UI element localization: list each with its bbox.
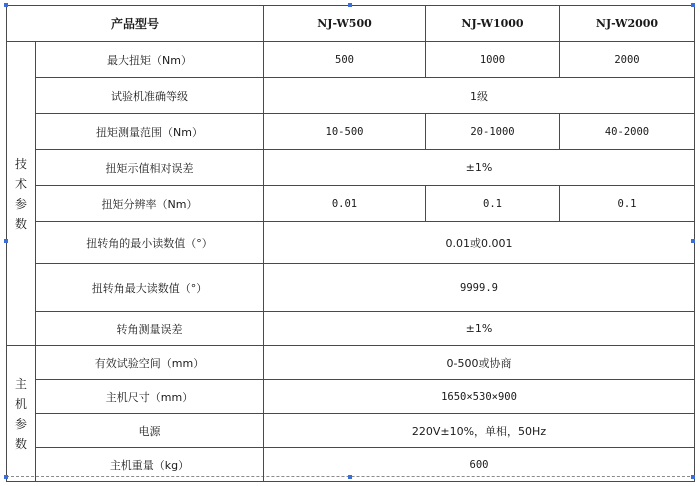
main-machine-params-group-label: 主 机 参 数 [7, 346, 36, 482]
row-label-torque-resolution: 扭矩分辨率（Nm） [36, 186, 264, 222]
cell-torque-resolution-w1000: 0.1 [426, 186, 560, 222]
cell-torque-resolution-w500: 0.01 [264, 186, 426, 222]
cell-test-space: 0-500或协商 [264, 346, 695, 380]
row-label-torque-range: 扭矩测量范围（Nm） [36, 114, 264, 150]
row-label-accuracy-grade: 试验机准确等级 [36, 78, 264, 114]
cell-torque-resolution-w2000: 0.1 [560, 186, 695, 222]
product-model-header: 产品型号 [7, 6, 264, 42]
table-row-torque-resolution [7, 186, 695, 222]
cell-power: 220V±10%，单相，50Hz [264, 414, 695, 448]
row-label-max-angle-reading: 扭转角最大读数值（°） [36, 264, 264, 312]
row-label-angle-error: 转角测量误差 [36, 312, 264, 346]
cell-max-torque-w1000: 1000 [426, 42, 560, 78]
cell-weight: 600 [264, 448, 695, 482]
technical-params-group-label: 技 术 参 数 [7, 42, 36, 346]
resize-handle-top-right[interactable] [691, 3, 695, 7]
table-row-dimensions [7, 380, 695, 414]
model-header-nj-w500: NJ-W500 [264, 6, 426, 42]
row-label-max-torque: 最大扭矩（Nm） [36, 42, 264, 78]
row-label-power: 电源 [36, 414, 264, 448]
table-row-min-angle-reading [7, 222, 695, 264]
resize-handle-middle-right[interactable] [691, 239, 695, 243]
cell-max-torque-w2000: 2000 [560, 42, 695, 78]
cell-torque-range-w1000: 20-1000 [426, 114, 560, 150]
table-row-accuracy-grade [7, 78, 695, 114]
table-row-max-torque [7, 42, 695, 78]
resize-handle-bottom-center[interactable] [348, 475, 352, 479]
table-row-torque-range [7, 114, 695, 150]
row-label-min-angle-reading: 扭转角的最小读数值（°） [36, 222, 264, 264]
resize-handle-bottom-left[interactable] [4, 475, 8, 479]
cell-min-angle-reading: 0.01或0.001 [264, 222, 695, 264]
spec-table [6, 5, 695, 482]
row-label-dimensions: 主机尺寸（mm） [36, 380, 264, 414]
cell-max-torque-w500: 500 [264, 42, 426, 78]
resize-handle-middle-left[interactable] [4, 239, 8, 243]
resize-handle-top-left[interactable] [4, 3, 8, 7]
cell-torque-range-w2000: 40-2000 [560, 114, 695, 150]
model-header-nj-w1000: NJ-W1000 [426, 6, 560, 42]
table-row-test-space [7, 346, 695, 380]
table-row-power [7, 414, 695, 448]
row-label-test-space: 有效试验空间（mm） [36, 346, 264, 380]
resize-handle-bottom-right[interactable] [691, 475, 695, 479]
cell-torque-range-w500: 10-500 [264, 114, 426, 150]
table-header-row [7, 6, 695, 42]
table-row-max-angle-reading [7, 264, 695, 312]
cell-accuracy-grade: 1级 [264, 78, 695, 114]
resize-handle-top-center[interactable] [348, 3, 352, 7]
cell-torque-error: ±1% [264, 150, 695, 186]
cell-dimensions: 1650×530×900 [264, 380, 695, 414]
row-label-weight: 主机重量（kg） [36, 448, 264, 482]
table-row-angle-error [7, 312, 695, 346]
model-header-nj-w2000: NJ-W2000 [560, 6, 695, 42]
cell-angle-error: ±1% [264, 312, 695, 346]
cell-max-angle-reading: 9999.9 [264, 264, 695, 312]
table-row-torque-error [7, 150, 695, 186]
row-label-torque-error: 扭矩示值相对误差 [36, 150, 264, 186]
